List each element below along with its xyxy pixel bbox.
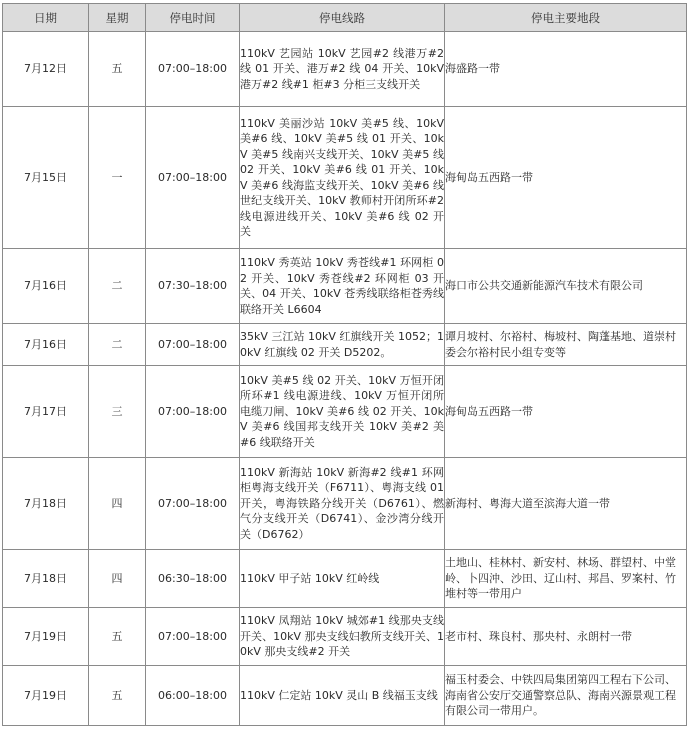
cell-time: 07:30–18:00 <box>146 249 240 324</box>
cell-date: 7月12日 <box>3 32 89 107</box>
cell-areas: 海口市公共交通新能源汽车技术有限公司 <box>445 249 687 324</box>
cell-date: 7月19日 <box>3 666 89 726</box>
cell-time: 07:00–18:00 <box>146 32 240 107</box>
cell-weekday: 三 <box>89 366 146 458</box>
cell-weekday: 五 <box>89 608 146 666</box>
table-header-row <box>3 4 687 32</box>
power-outage-table <box>2 3 687 726</box>
cell-areas: 老市村、珠良村、那央村、永朗村一带 <box>445 608 687 666</box>
table-row <box>3 666 687 726</box>
cell-lines: 110kV 凤翔站 10kV 城郊#1 线那央支线开关、10kV 那央支线妇教所支线开关、10kV 那央支线#2 开关 <box>240 608 445 666</box>
header-time: 停电时间 <box>146 4 240 32</box>
table-row <box>3 366 687 458</box>
cell-time: 07:00–18:00 <box>146 608 240 666</box>
cell-date: 7月18日 <box>3 458 89 550</box>
table-row <box>3 324 687 366</box>
cell-areas: 谭月坡村、尔裕村、梅坡村、陶蓬基地、道崇村委会尔裕村民小组专变等 <box>445 324 687 366</box>
table-row <box>3 458 687 550</box>
cell-weekday: 四 <box>89 458 146 550</box>
cell-lines: 110kV 甲子站 10kV 红岭线 <box>240 550 445 608</box>
cell-areas: 土地山、桂林村、新安村、林场、群望村、中堂岭、卜四沖、沙田、辽山村、邦昌、罗案村、竹堆村等一带用户 <box>445 550 687 608</box>
header-lines: 停电线路 <box>240 4 445 32</box>
cell-time: 06:00–18:00 <box>146 666 240 726</box>
cell-date: 7月16日 <box>3 249 89 324</box>
cell-lines: 10kV 美#5 线 02 开关、10kV 万恒开闭所环#1 线电源进线、10kV 万恒开闭所电缆刀闸、10kV 美#6 线 02 开关、10kV 美#6 线国邦支线开关 10kV 美#2 美#6 线联络开关 <box>240 366 445 458</box>
cell-weekday: 一 <box>89 107 146 249</box>
table-row <box>3 32 687 107</box>
table-row <box>3 107 687 249</box>
cell-lines: 110kV 新海站 10kV 新海#2 线#1 环网柜粤海支线开关（F6711）、粤海支线 01 开关，粤海铁路分线开关（D6761）、燃气分支线开关（D6741）、金沙湾分线开关（D6762） <box>240 458 445 550</box>
cell-weekday: 五 <box>89 666 146 726</box>
cell-date: 7月15日 <box>3 107 89 249</box>
cell-weekday: 二 <box>89 249 146 324</box>
cell-areas: 新海村、粤海大道至滨海大道一带 <box>445 458 687 550</box>
table-row <box>3 550 687 608</box>
header-areas: 停电主要地段 <box>445 4 687 32</box>
cell-time: 07:00–18:00 <box>146 366 240 458</box>
cell-weekday: 五 <box>89 32 146 107</box>
cell-lines: 110kV 艺园站 10kV 艺园#2 线港万#2 线 01 开关、港万#2 线 04 开关、10kV 港万#2 线#1 柜#3 分柜三支线开关 <box>240 32 445 107</box>
cell-lines: 110kV 美丽沙站 10kV 美#5 线、10kV 美#6 线、10kV 美#5 线 01 开关、10kV 美#5 线南兴支线开关、10kV 美#5 线 02 开关、10kV 美#6 线 01 开关、10kV 美#6 线海监支线开关、10kV 美#6 线世纪支线开关、10kV 教师村开闭所环#2 线电源进线开关、10kV 美#6 线 02 开关 <box>240 107 445 249</box>
cell-areas: 福玉村委会、中铁四局集团第四工程右下公司、海南省公安厅交通警察总队、海南兴源景观工程有限公司一带用户。 <box>445 666 687 726</box>
cell-time: 07:00–18:00 <box>146 107 240 249</box>
cell-areas: 海甸岛五西路一带 <box>445 366 687 458</box>
cell-time: 07:00–18:00 <box>146 324 240 366</box>
cell-date: 7月18日 <box>3 550 89 608</box>
cell-date: 7月17日 <box>3 366 89 458</box>
table-row <box>3 249 687 324</box>
table-row <box>3 608 687 666</box>
cell-date: 7月19日 <box>3 608 89 666</box>
cell-time: 06:30–18:00 <box>146 550 240 608</box>
cell-lines: 110kV 秀英站 10kV 秀苍线#1 环网柜 02 开关、10kV 秀苍线#2 环网柜 03 开关、04 开关、10kV 苍秀线联络柜苍秀线联络开关 L6604 <box>240 249 445 324</box>
header-date: 日期 <box>3 4 89 32</box>
cell-date: 7月16日 <box>3 324 89 366</box>
cell-lines: 110kV 仁定站 10kV 灵山 B 线福玉支线 <box>240 666 445 726</box>
cell-lines: 35kV 三江站 10kV 红旗线开关 1052；10kV 红旗线 02 开关 D5202。 <box>240 324 445 366</box>
cell-weekday: 四 <box>89 550 146 608</box>
cell-time: 07:00–18:00 <box>146 458 240 550</box>
cell-areas: 海盛路一带 <box>445 32 687 107</box>
header-weekday: 星期 <box>89 4 146 32</box>
cell-weekday: 二 <box>89 324 146 366</box>
cell-areas: 海甸岛五西路一带 <box>445 107 687 249</box>
